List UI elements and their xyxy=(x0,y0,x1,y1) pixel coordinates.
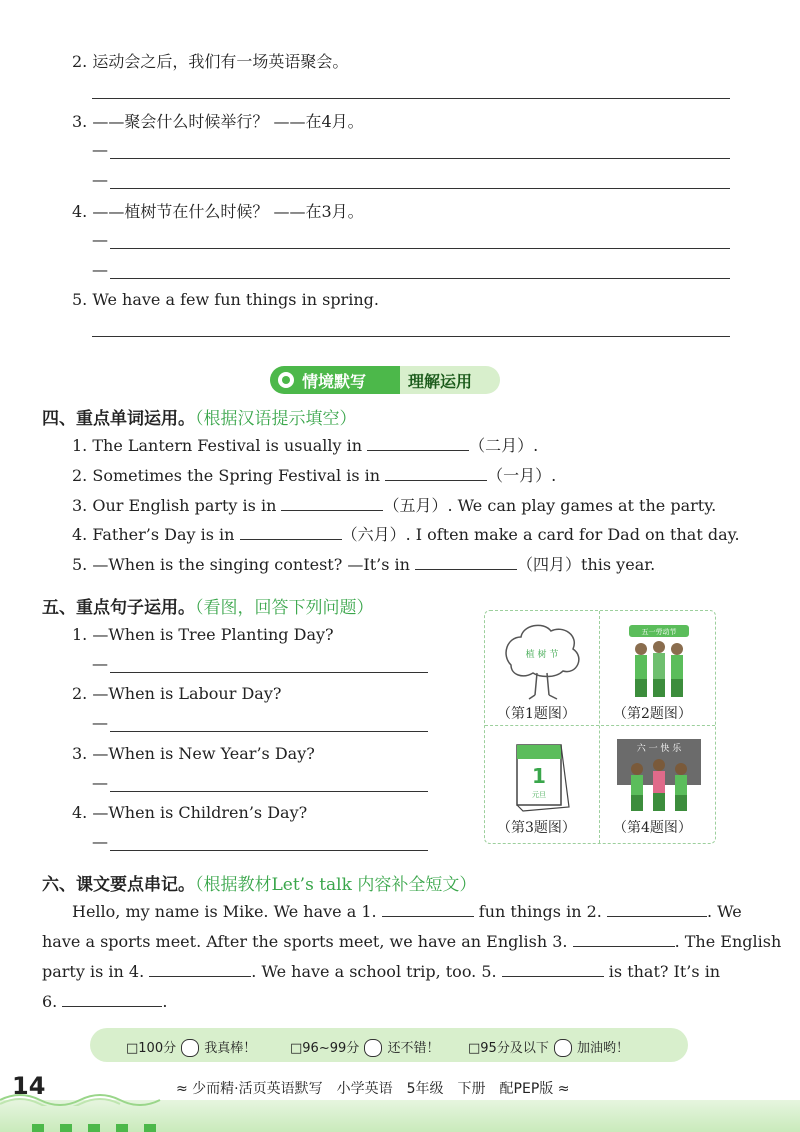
page-number: 14 xyxy=(12,1072,46,1100)
sec6-line-3: party is in 4. . We have a school trip, too. 5. is that? It’s in xyxy=(42,962,721,981)
picture-divider-h xyxy=(485,725,715,726)
score-option-96[interactable]: □96~99分 还不错！ xyxy=(290,1037,439,1057)
sec5-answer-line-1[interactable] xyxy=(110,672,428,673)
sec4-blank-1[interactable] xyxy=(367,436,469,451)
sec4-blank-3[interactable] xyxy=(281,496,383,511)
footer-dash-3 xyxy=(88,1124,100,1132)
q4-dash-1: — xyxy=(92,230,108,249)
q3-answer-line-1[interactable] xyxy=(110,158,730,159)
footer-dash-5 xyxy=(144,1124,156,1132)
labour-day-picture xyxy=(615,619,701,701)
sec5-dash-4: — xyxy=(92,832,108,851)
sec5-title xyxy=(42,593,374,618)
sec6-blank-4[interactable] xyxy=(149,962,251,977)
footer-dash-4 xyxy=(116,1124,128,1132)
happy-face-icon xyxy=(181,1039,199,1057)
q5-text: 5. We have a few fun things in spring. xyxy=(72,290,379,309)
sec6-blank-5[interactable] xyxy=(502,962,604,977)
cheer-face-icon xyxy=(554,1039,572,1057)
sec6-blank-2[interactable] xyxy=(607,902,707,917)
q4-answer-line-1[interactable] xyxy=(110,248,730,249)
calendar-subtext: 元旦 xyxy=(532,791,546,799)
score-option-100[interactable]: □100分 我真棒！ xyxy=(126,1037,256,1057)
q3-text: 3. ——聚会什么时候举行？ ——在4月。 xyxy=(72,112,364,131)
labour-day-picture-text: 五一劳动节 xyxy=(641,628,677,636)
caption-2: （第2题图） xyxy=(613,706,692,722)
q4-text: 4. ——植树节在什么时候？ ——在3月。 xyxy=(72,202,364,221)
sec5-q1: 1. —When is Tree Planting Day? xyxy=(72,625,334,644)
q4-answer-line-2[interactable] xyxy=(110,278,730,279)
sec4-item-2: 2. Sometimes the Spring Festival is in （一月）. xyxy=(72,466,557,485)
sec5-q2: 2. —When is Labour Day? xyxy=(72,684,282,703)
sec4-blank-2[interactable] xyxy=(385,466,487,481)
banner-left-label: 情境默写 xyxy=(302,372,367,391)
caption-1: （第1题图） xyxy=(497,706,576,722)
banner-badge-icon xyxy=(278,372,294,388)
sec4-hint: （根据汉语提示填空） xyxy=(195,409,357,429)
caption-4: （第4题图） xyxy=(613,820,692,836)
caption-3: （第3题图） xyxy=(497,820,576,836)
page-footer xyxy=(0,1068,800,1132)
score-option-95[interactable]: □95分及以下 加油哟！ xyxy=(468,1037,629,1057)
sec6-blank-6[interactable] xyxy=(62,992,162,1007)
tree-planting-picture xyxy=(499,619,585,701)
childrens-day-picture xyxy=(613,735,705,815)
footer-dash-2 xyxy=(60,1124,72,1132)
sec6-title-text: 六、课文要点串记。 xyxy=(42,875,195,895)
footer-title: ≈ 少而精·活页英语默写 小学英语 5年级 下册 配PEP版 ≈ xyxy=(176,1081,570,1097)
sec5-answer-line-3[interactable] xyxy=(110,791,428,792)
calendar-picture xyxy=(507,737,577,817)
sec6-line-1: Hello, my name is Mike. We have a 1. fun things in 2. . We xyxy=(72,902,742,921)
sec4-blank-4[interactable] xyxy=(240,525,342,540)
sec5-answer-line-4[interactable] xyxy=(110,850,428,851)
q3-answer-line-2[interactable] xyxy=(110,188,730,189)
q2-answer-line[interactable] xyxy=(92,98,730,99)
childrens-day-picture-text: 六 一 快 乐 xyxy=(636,744,682,754)
q3-dash-1: — xyxy=(92,140,108,159)
sec5-q4: 4. —When is Children’s Day? xyxy=(72,803,308,822)
picture-divider-v xyxy=(599,611,600,843)
footer-dash-1 xyxy=(32,1124,44,1132)
q5-answer-line[interactable] xyxy=(92,336,730,337)
sec4-item-5: 5. —When is the singing contest? —It’s in （四月）this year. xyxy=(72,555,656,574)
picture-panel xyxy=(484,610,716,844)
smile-face-icon xyxy=(364,1039,382,1057)
q2-text: 2. 运动会之后，我们有一场英语聚会。 xyxy=(72,52,349,71)
sec5-title-text: 五、重点句子运用。 xyxy=(42,598,195,618)
sec5-dash-2: — xyxy=(92,713,108,732)
sec6-title xyxy=(42,870,476,895)
self-score-bar xyxy=(90,1028,688,1062)
q4-dash-2: — xyxy=(92,260,108,279)
sec6-blank-3[interactable] xyxy=(573,932,675,947)
sec5-hint: （看图，回答下列问题） xyxy=(195,598,374,618)
sec5-q3: 3. —When is New Year’s Day? xyxy=(72,744,315,763)
sec4-item-3: 3. Our English party is in （五月）. We can play games at the party. xyxy=(72,496,717,515)
sec5-answer-line-2[interactable] xyxy=(110,731,428,732)
sec4-blank-5[interactable] xyxy=(415,555,517,570)
tree-planting-picture-text: 植 树 节 xyxy=(525,650,559,660)
sec6-line-4: 6. . xyxy=(42,992,168,1011)
sec4-title-text: 四、重点单词运用。 xyxy=(42,409,195,429)
sec5-dash-1: — xyxy=(92,654,108,673)
section-banner xyxy=(270,366,500,394)
banner-right-label: 理解运用 xyxy=(408,372,473,391)
sec4-item-1: 1. The Lantern Festival is usually in （二月）. xyxy=(72,436,539,455)
sec5-dash-3: — xyxy=(92,773,108,792)
sec4-title xyxy=(42,404,357,429)
sec6-hint: （根据教材Let’s talk 内容补全短文） xyxy=(195,875,477,895)
sec6-blank-1[interactable] xyxy=(382,902,474,917)
sec4-item-4: 4. Father’s Day is in （六月）. I often make a card for Dad on that day. xyxy=(72,525,740,544)
sec6-line-2: have a sports meet. After the sports meet, we have an English 3. . The English xyxy=(42,932,782,951)
calendar-number: 1 xyxy=(532,764,546,788)
q3-dash-2: — xyxy=(92,170,108,189)
